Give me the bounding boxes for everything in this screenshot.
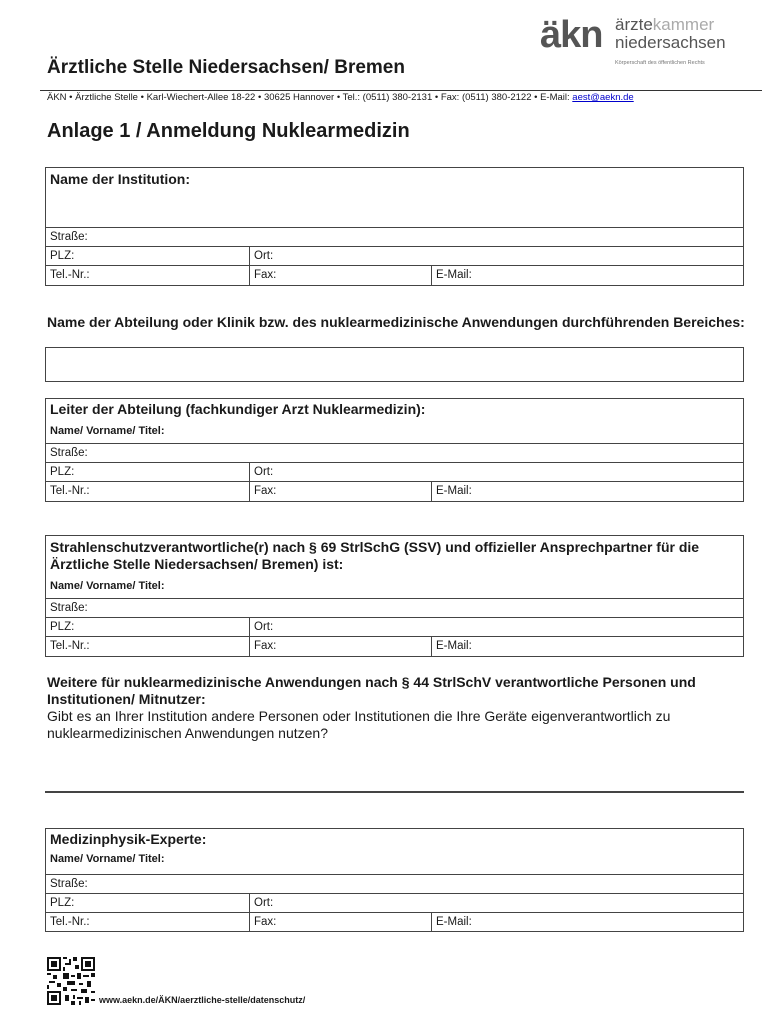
plz-label: PLZ: (50, 621, 75, 633)
plz-label: PLZ: (50, 466, 75, 478)
tel-label: Tel.-Nr.: (50, 269, 90, 281)
address-line: ÄKN • Ärztliche Stelle • Karl-Wiechert-Allee 18-22 • 30625 Hannover • Tel.: (0511) 380-2131 • Fax: (0511) 380-2122 • E-Mail: aest@aekn.de (47, 92, 634, 103)
qr-code-icon[interactable] (47, 957, 95, 1005)
logo-mark: äkn (540, 14, 603, 56)
department-heading: Name der Abteilung oder Klinik bzw. des nuklearmedizinische Anwendungen durchführenden Bereiches: (47, 314, 745, 330)
fax-label: Fax: (249, 266, 276, 285)
street-label: Straße: (50, 447, 88, 459)
header-divider (40, 90, 762, 91)
head-plz-row[interactable] (46, 462, 743, 482)
mpe-street-row[interactable] (46, 874, 743, 894)
aekn-logo (540, 12, 745, 70)
head-street-row[interactable] (46, 443, 743, 463)
email-label: E-Mail: (431, 482, 472, 501)
radiation-officer-title: Strahlenschutzverantwortliche(r) nach § 69 StrlSchG (SSV) und offizieller Ansprechpartner für die Ärztliche Stelle Niedersachsen/ Bremen) ist: (50, 539, 700, 572)
logo-tagline: Körperschaft des öffentlichen Rechts (615, 60, 705, 66)
medical-physics-expert-box (45, 828, 744, 932)
mpe-plz-row[interactable] (46, 893, 743, 913)
further-users-heading: Weitere für nuklearmedizinische Anwendungen nach § 44 StrlSchV verantwortliche Personen und Institutionen/ Mitnutzer: (47, 674, 696, 707)
radiation-officer-box (45, 535, 744, 657)
ort-label: Ort: (249, 247, 273, 266)
head-contact-row[interactable] (46, 481, 743, 501)
fax-label: Fax: (249, 913, 276, 932)
fax-label: Fax: (249, 482, 276, 501)
form-title: Anlage 1 / Anmeldung Nuklearmedizin (47, 120, 410, 142)
street-label: Straße: (50, 231, 88, 243)
fax-label: Fax: (249, 637, 276, 656)
ort-label: Ort: (249, 618, 273, 637)
medical-physics-expert-title: Medizinphysik-Experte: (50, 831, 207, 847)
head-of-department-title: Leiter der Abteilung (fachkundiger Arzt Nuklearmedizin): (50, 401, 426, 417)
street-label: Straße: (50, 602, 88, 614)
head-of-department-box (45, 398, 744, 502)
email-label: E-Mail: (431, 637, 472, 656)
logo-wordmark-line2: niedersachsen (615, 33, 726, 52)
plz-label: PLZ: (50, 897, 75, 909)
institution-contact-row[interactable] (46, 265, 743, 285)
mpe-contact-row[interactable] (46, 912, 743, 932)
email-label: E-Mail: (431, 266, 472, 285)
name-label: Name/ Vorname/ Titel: (50, 425, 165, 437)
tel-label: Tel.-Nr.: (50, 640, 90, 652)
organization-title: Ärztliche Stelle Niedersachsen/ Bremen (47, 57, 405, 78)
answer-line[interactable] (45, 791, 744, 793)
officer-plz-row[interactable] (46, 617, 743, 637)
institution-box (45, 167, 744, 286)
plz-label: PLZ: (50, 250, 75, 262)
privacy-link[interactable]: www.aekn.de/ÄKN/aerztliche-stelle/datenschutz/ (99, 995, 306, 1005)
department-input-box[interactable] (45, 347, 744, 382)
institution-title: Name der Institution: (50, 171, 191, 187)
officer-street-row[interactable] (46, 598, 743, 618)
ort-label: Ort: (249, 463, 273, 482)
tel-label: Tel.-Nr.: (50, 485, 90, 497)
further-users-question: Gibt es an Ihrer Institution andere Personen oder Institutionen die Ihre Geräte eigenverantwortlich zu nuklearmedizinischen Anwendungen nutzen? (47, 708, 671, 741)
institution-plz-row[interactable] (46, 246, 743, 266)
logo-wordmark-line1: ärztekammer (615, 15, 715, 34)
name-label: Name/ Vorname/ Titel: (50, 853, 165, 865)
email-label: E-Mail: (431, 913, 472, 932)
ort-label: Ort: (249, 894, 273, 913)
street-label: Straße: (50, 878, 88, 890)
tel-label: Tel.-Nr.: (50, 916, 90, 928)
institution-street-row[interactable] (46, 227, 743, 247)
officer-contact-row[interactable] (46, 636, 743, 656)
name-label: Name/ Vorname/ Titel: (50, 580, 165, 592)
email-link[interactable]: aest@aekn.de (572, 92, 634, 103)
